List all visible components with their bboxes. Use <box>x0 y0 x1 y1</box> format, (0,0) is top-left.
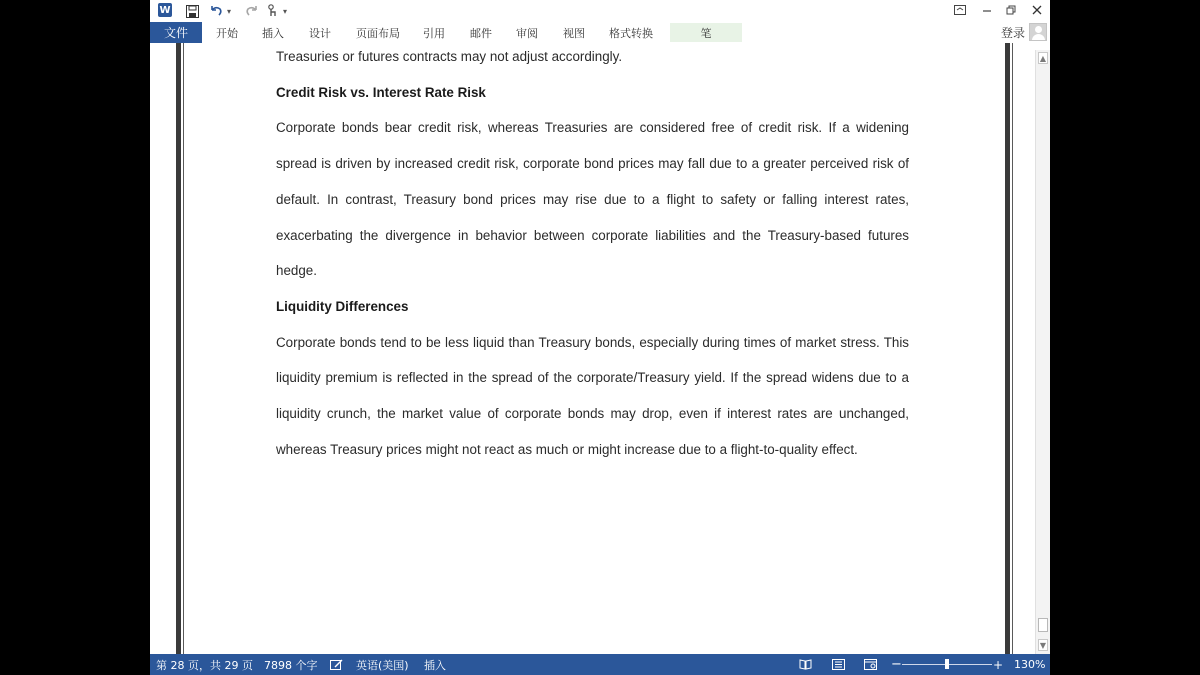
ribbon-tab-row <box>150 22 1050 43</box>
vertical-scrollbar[interactable] <box>1035 50 1050 654</box>
scrollbar-thumb[interactable] <box>1038 618 1048 632</box>
redo-icon[interactable] <box>244 2 260 20</box>
undo-dropdown-icon[interactable]: ▾ <box>226 6 231 16</box>
tab-file[interactable]: 文件 <box>150 22 202 43</box>
word-window <box>150 0 1050 675</box>
zoom-level[interactable]: 130% <box>1014 658 1046 671</box>
body-paragraph[interactable]: Treasuries or futures contracts may not adjust accordingly. <box>276 49 623 64</box>
minimize-icon[interactable] <box>976 1 998 19</box>
section-heading[interactable]: Liquidity Differences <box>276 298 409 314</box>
customize-quick-access-icon[interactable]: ▾ <box>282 6 287 16</box>
login-link[interactable]: 登录 <box>1001 26 1026 40</box>
tab-mailings[interactable]: 邮件 <box>470 26 492 40</box>
page-edge-left-outer <box>176 43 181 654</box>
save-icon[interactable] <box>184 2 200 20</box>
zoom-in-icon[interactable]: + <box>993 657 1004 672</box>
zoom-out-icon[interactable]: − <box>891 657 902 672</box>
undo-icon[interactable] <box>208 2 224 20</box>
tab-review[interactable]: 审阅 <box>516 26 538 40</box>
page-edge-left-inner <box>183 43 184 654</box>
word-count[interactable]: 7898 个字 <box>264 658 318 672</box>
tab-design[interactable]: 设计 <box>309 26 331 40</box>
avatar[interactable] <box>1029 23 1047 41</box>
body-paragraph[interactable]: Corporate bonds tend to be less liquid than Treasury bonds, especially during times of market stress. This liquidity premium is reflected in the spread of the corporate/Treasury yield. If the spread widens due to a liquidity crunch, the market value of corporate bonds may drop, even if interest rates are unchanged, whereas Treasury prices might not react as much or might increase due to a flight-to-quality effect. <box>276 334 909 457</box>
scroll-down-icon[interactable]: ▼ <box>1039 640 1047 650</box>
scroll-up-icon[interactable]: ▲ <box>1039 53 1047 63</box>
restore-icon[interactable] <box>1000 1 1022 19</box>
page-count[interactable]: 第 28 页，共 29 页 <box>156 658 253 672</box>
tab-page-layout[interactable]: 页面布局 <box>356 26 400 40</box>
ribbon-display-options-icon[interactable] <box>949 1 971 19</box>
read-mode-icon[interactable] <box>798 657 812 671</box>
print-layout-icon[interactable] <box>831 657 845 671</box>
tab-view[interactable]: 视图 <box>563 26 585 40</box>
page-edge-right-inner <box>1012 43 1013 654</box>
page-edge-right-outer <box>1005 43 1010 654</box>
title-bar <box>150 0 1050 22</box>
web-layout-icon[interactable] <box>863 657 877 671</box>
touch-mode-icon[interactable] <box>264 2 280 20</box>
tab-home[interactable]: 开始 <box>216 26 238 40</box>
close-icon[interactable] <box>1026 1 1048 19</box>
tab-references[interactable]: 引用 <box>423 26 445 40</box>
word-app-icon[interactable]: W <box>159 4 171 16</box>
insert-mode-indicator[interactable]: 插入 <box>424 658 446 672</box>
tab-format-convert[interactable]: 格式转换 <box>609 26 653 40</box>
proofing-icon[interactable] <box>330 654 344 675</box>
language-indicator[interactable]: 英语(美国) <box>356 658 409 672</box>
tab-insert[interactable]: 插入 <box>262 26 284 40</box>
zoom-slider-thumb[interactable] <box>945 659 949 669</box>
tab-pen[interactable]: 笔 <box>670 23 742 42</box>
status-bar <box>150 654 1050 675</box>
section-heading[interactable]: Credit Risk vs. Interest Rate Risk <box>276 84 486 100</box>
body-paragraph[interactable]: Corporate bonds bear credit risk, whereas Treasuries are considered free of credit risk. If a widening spread is driven by increased credit risk, corporate bond prices may fall due to a greater perceived risk of default. In contrast, Treasury bond prices may rise due to a flight to safety or falling interest rates, exacerbating the divergence in behavior between corporate liabilities and the Treasury-based futures hedge. <box>276 120 909 279</box>
document-canvas[interactable] <box>150 43 1035 654</box>
page-body[interactable] <box>276 43 909 467</box>
